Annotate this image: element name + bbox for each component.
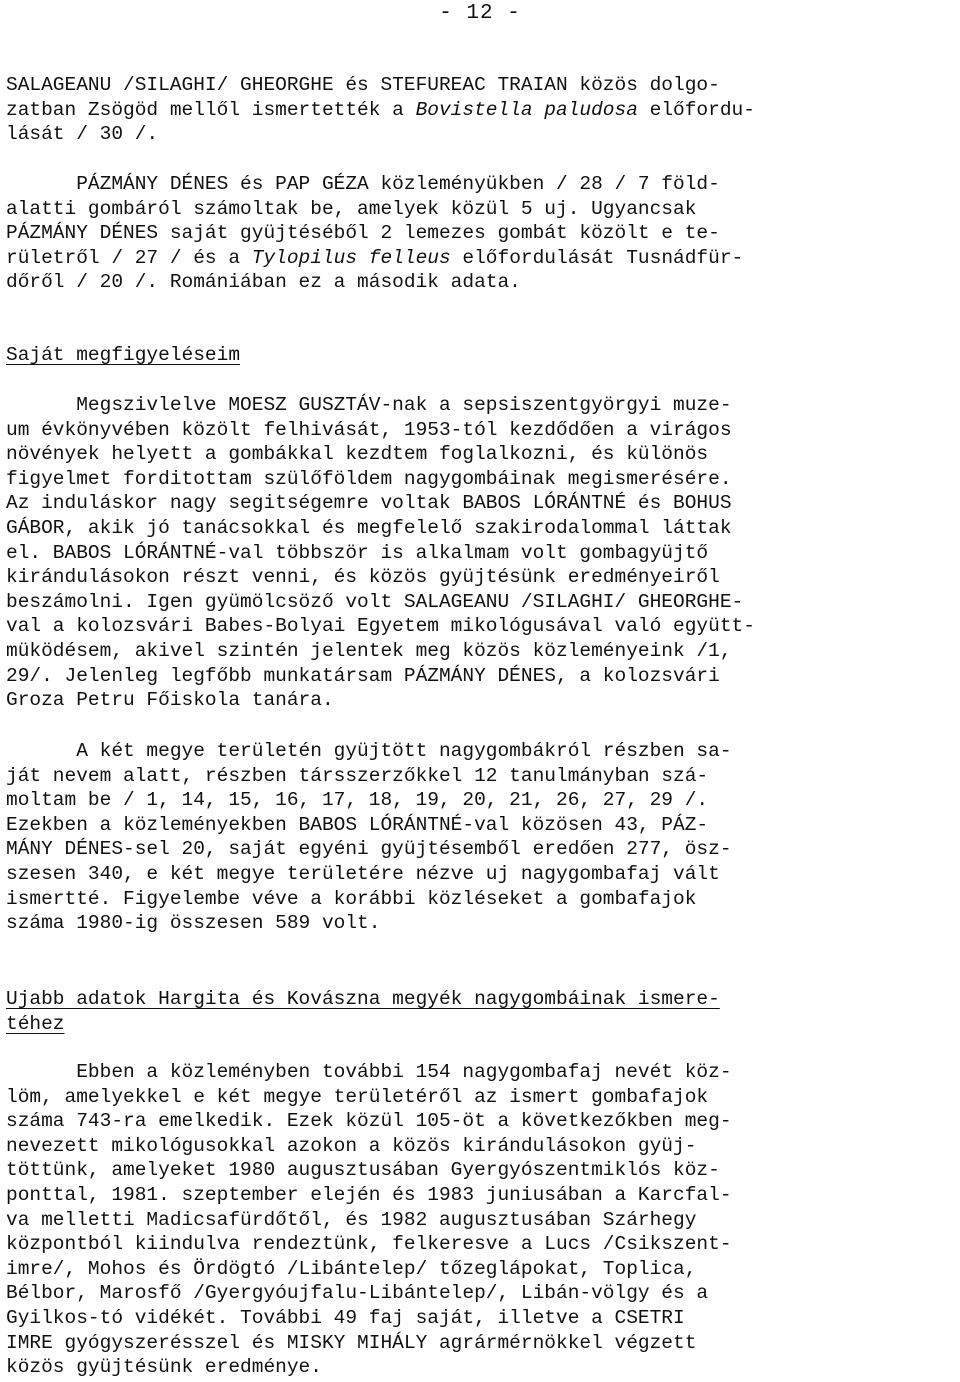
- text-line: rületről / 27 / és a Tylopilus felleus előfordulását Tusnádfür-: [6, 246, 744, 269]
- text-line: GÁBOR, akik jó tanácsokkal és megfelelő szakirodalommal láttak: [6, 516, 732, 539]
- text-line: száma 743-ra emelkedik. Ezek közül 105-öt a következőkben meg-: [6, 1110, 732, 1133]
- text-line: lását / 30 /.: [6, 123, 159, 146]
- text-line: figyelmet forditottam szülőföldem nagygombáinak megismerésére.: [6, 467, 732, 490]
- text-line: el. BABOS LÓRÁNTNÉ-val többször is alkalmam volt gombagyüjtő: [6, 541, 709, 564]
- text-line: Ebben a közleményben további 154 nagygombafaj nevét köz-: [6, 1061, 732, 1083]
- text-line: um évkönyvében közölt felhivását, 1953-tól kezdődően a virágos: [6, 418, 732, 441]
- section-heading-new-data: [6, 987, 720, 1036]
- text-line: imre/, Mohos és Ördögtó /Libántelep/ tőzeglápokat, Toplica,: [6, 1257, 697, 1280]
- species-name: Bovistella paludosa: [415, 98, 638, 121]
- heading-line: Saját megfigyeléseim: [6, 344, 241, 366]
- text-line: Gyilkos-tó vidékét. További 49 faj saját, illetve a CSETRI: [6, 1306, 685, 1329]
- text-line: PÁZMÁNY DÉNES saját gyüjtéséből 2 lemezes gombát közölt e te-: [6, 222, 720, 245]
- text-line: IMRE gyógyszerésszel és MISKY MIHÁLY agrármérnökkel végzett: [6, 1331, 697, 1354]
- heading-line: Ujabb adatok Hargita és Kovászna megyék nagygombáinak ismere-: [6, 988, 720, 1010]
- text-line: val a kolozsvári Babes-Bolyai Egyetem mikológusával való együtt-: [6, 615, 755, 638]
- heading-line: téhez: [6, 1012, 65, 1035]
- paragraph-pazmany-pap: [6, 172, 946, 295]
- text-line: központból kiindulva rendeztünk, felkeresve a Lucs /Csikszent-: [6, 1233, 732, 1256]
- text-line: Bélbor, Marosfő /Gyergyóujfalu-Libántelep/, Libán-völgy és a: [6, 1282, 709, 1305]
- text-line: zatban Zsögöd mellől ismertették a Bovistella paludosa előfordu-: [6, 98, 755, 121]
- text-line: A két megye területén gyüjtött nagygombákról részben sa-: [6, 740, 732, 762]
- text-line: SALAGEANU /SILAGHI/ GHEORGHE és STEFUREAC TRAIAN közös dolgo-: [6, 74, 720, 96]
- text-line: közös gyüjtésünk eredménye.: [6, 1356, 322, 1379]
- text-line: Ezekben a közleményekben BABOS LÓRÁNTNÉ-val közösen 43, PÁZ-: [6, 813, 709, 836]
- text-line: száma 1980-ig összesen 589 volt.: [6, 912, 381, 935]
- text-line: alatti gombáról számoltak be, amelyek közül 5 uj. Ugyancsak: [6, 197, 697, 220]
- paragraph-salageanu: [6, 73, 946, 147]
- text-line: Az induláskor nagy segitségemre voltak BABOS LÓRÁNTNÉ és BOHUS: [6, 492, 732, 515]
- text-line: müködésem, akivel szintén jelentek meg közös közleményeink /1,: [6, 639, 732, 662]
- text-line: nevezett mikológusokkal azokon a közös kirándulásokon gyüj-: [6, 1134, 697, 1157]
- paragraph-moesz: [6, 393, 946, 713]
- text-line: ját nevem alatt, részben társszerzőkkel 12 tanulmányban szá-: [6, 764, 709, 787]
- text-line: va melletti Madicsafürdőtől, és 1982 augusztusában Szárhegy: [6, 1208, 697, 1231]
- text-line: löm, amelyekkel e két megye területéről az ismert gombafajok: [6, 1085, 709, 1108]
- text-line: moltam be / 1, 14, 15, 16, 17, 18, 19, 20, 21, 26, 27, 29 /.: [6, 789, 709, 812]
- text-line: MÁNY DÉNES-sel 20, saját egyéni gyüjtésemből eredően 277, ösz-: [6, 838, 732, 861]
- page-number: - 12 -: [439, 2, 521, 25]
- text-line: szesen 340, e két megye területére nézve uj nagygombafaj vált: [6, 862, 720, 885]
- text-line: 29/. Jelenleg legfőbb munkatársam PÁZMÁNY DÉNES, a kolozsvári: [6, 664, 720, 687]
- species-name: Tylopilus felleus: [251, 246, 451, 269]
- text-line: dőről / 20 /. Romániában ez a második adata.: [6, 271, 521, 294]
- text-line: beszámolni. Igen gyümölcsöző volt SALAGEANU /SILAGHI/ GHEORGHE-: [6, 590, 744, 613]
- section-heading-observations: [6, 343, 240, 368]
- text-line: PÁZMÁNY DÉNES és PAP GÉZA közleményükben / 28 / 7 föld-: [6, 173, 720, 195]
- text-line: ponttal, 1981. szeptember elején és 1983 juniusában a Karcfal-: [6, 1183, 732, 1206]
- text-line: Groza Petru Főiskola tanára.: [6, 689, 334, 712]
- paragraph-publications: [6, 739, 946, 936]
- text-line: Megszivlelve MOESZ GUSZTÁV-nak a sepsiszentgyörgyi muze-: [6, 394, 732, 416]
- text-line: növények helyett a gombákkal kezdtem foglalkozni, és különös: [6, 443, 709, 466]
- text-line: töttünk, amelyeket 1980 augusztusában Gyergyószentmiklós köz-: [6, 1159, 720, 1182]
- text-line: ismertté. Figyelembe véve a korábbi közléseket a gombafajok: [6, 887, 697, 910]
- text-line: kirándulásokon részt venni, és közös gyüjtésünk eredményeiről: [6, 566, 720, 589]
- paragraph-new-species: [6, 1060, 946, 1380]
